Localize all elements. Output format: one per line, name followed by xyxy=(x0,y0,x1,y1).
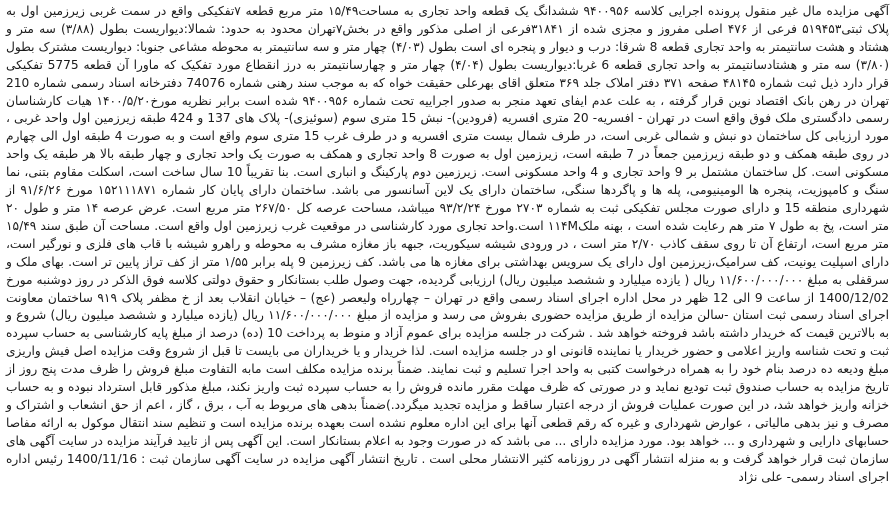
auction-notice-text: آگهی مزایده مال غیر منقول پرونده اجرایی کلاسه ۹۴۰۰۹۵۶ ششدانگ یک قطعه واحد تجاری به مساحت۱۵/۴۹ متر مربع قطعه ۷تفکیکی واقع در سمت غربی زیرزمین اول به پلاک ثبتی۵۱۹۴۵۳ فرعی از ۴۷۶ اصلی مفروز و مجزی شده از ۳۱۸۴۱فرعی از اصلی مذکور واقع در بخش۷تهران محدود به حدود: شمالا:دیواریست بطول (۳/۸۸) سه متر و هشتاد و هشت سانتیمتر به واحد تجاری قطعه 8 شرقا: درب و دیوار و پنجره ای است بطول (۴/۰۳) چهار متر و سه سانتیمتر به محوطه مشاعی جنوبا: دیواریست مشترک بطول (۳/۸۰) سه متر و هشتادسانتیمتر به واحد تجاری قطعه 6 غربا:دیواریست بطول (۴/۰۴) چهار متر و چهارسانتیمتر به درز انقطاع مورد تفکیک که ماورا آن قطعه 5775 تفکیکی قرار دارد ذیل ثبت شماره ۴۸۱۴۵ صفحه ۳۷۱ دفتر املاک جلد ۳۶۹ متعلق اقای بهرعلی حقیقت خواه که به موجب سند رهنی شماره 74076 دفترخانه اسناد رسمی شماره 210 تهران در رهن بانک اقتصاد نوین قرار گرفته ، به علت عدم ایفای تعهد منجر به صدور اجراییه تحت شماره ۹۴۰۰۹۵۶ شده است برابر نظریه مورخ۱۴۰۰/۵/۲۰ هیات کارشناسان رسمی دادگستری ملک فوق واقع است در تهران - افسریه- 20 متری افسریه (فرودین)- نبش 15 متری سوم (سوئیزی)- پلاک های 137 و 424 طبقه زیرزمین اول واحد غربی ، مورد ارزیابی کل ساختمان دو نبش و شمالی غربی است، در طرف شمال بیست متری افسریه و در طرف غرب 15 متری سوم واقع است و به صورت 4 طبقه اول الی چهارم در روی طبقه همکف و دو طبقه زیرزمین جمعاً در 7 طبقه است، زیرزمین اول به صورت 8 واحد تجاری و همکف به صورت یک واحد تجاری و چهار طبقه بالا هر طبقه یک واحد مسکونی است. کل ساختمان مشتمل بر 9 واحد تجاری و 4 واحد مسکونی است. زیرزمین دوم پارکینگ و انباری است. بنا تقریباً 10 سال ساخت است، اسکلت مقاوم بتنی، نما سنگ و کامپوزیت، پنجره ها الومینیومی، پله ها و پاگردها سنگی، ساختمان دارای یک لاین آسانسور می باشد. ساختمان دارای پایان کار شماره ۱۵۲۱۱۱۸۷۱ مورخ ۹۱/۶/۲۶ از شهرداری منطقه 15 و دارای صورت مجلس تفکیکی ثبت به شماره ۲۷۰۳ مورخ ۹۳/۲/۲۴ میباشد، مساحت عرصه کل ۲۶۷/۵۰ متر مربع است. عرض عرصه ۱۴ متر و طول ۲۰ متر است، پخ به طول ۷ متر هم رعایت شده است ، بهنه ملک۱۱۴M است.واحد تجاری مورد کارشناسی در موقعیت غرب زیرزمین اول واقع است. مساحت آن طبق سند ۱۵/۴۹ متر مربع است، ارتفاع آن تا روی سقف کاذب ۲/۷۰ متر است ، در ورودی شیشه سیکوریت، جبهه باز مغازه مشرف به محوطه و راهرو شیشه با قاب های فلزی و نورگیر است، دارای اسپلیت یونیت، کف سرامیک،زیرزمین اول دارای یک سرویس بهداشتی برای مغازه ها می باشد. کف زیرزمین 9 پله برابر ۱/۵۵ متر از کف تراز پایین تر است. بهای ملک و سرقفلی به مبلغ ۱۱/۶۰۰/۰۰۰/۰۰۰ ریال ( یازده میلیارد و ششصد میلیون ریال) ارزیابی گردیده، جهت وصول طلب بستانکار و حقوق دولتی کلاسه فوق الذکر در روز دوشنبه مورخ 1400/12/02 از ساعت 9 الی 12 ظهر در محل اداره اجرای اسناد رسمی واقع در تهران – چهارراه ولیعصر (عج) – خیابان انقلاب بعد از خ مظفر پلاک ۹۱۹ ساختمان معاونت اجرای اسناد رسمی ثبت استان -سالن مزایده از طریق مزایده حضوری بفروش می رسد و مزایده از مبلغ ۱۱/۶۰۰/۰۰۰/۰۰۰ ریال (یازده میلیارد و ششصد میلیون ریال) شروع و به بالاترین قیمت که خریدار داشته باشد فروخته خواهد شد . شرکت در جلسه مزایده برای عموم آزاد و منوط به پرداخت 10 (ده) درصد از مبلغ پایه کارشناسی به حساب سپرده ثبت و تحت شناسه واریز اعلامی و حضور خریدار یا نماینده قانونی او در جلسه مزایده است. لذا خریدار و یا خریداران می بایست تا قبل از شروع وقت مزایده اصل فیش واریزی مبلغ ودیعه ده درصد بنام خود را به همراه درخواست کتبی به واحد اجرا تسلیم و ثبت نمایند. ضمناً برنده مزایده مکلف است مابه التفاوت مبلغ فروش را ظرف مدت پنج روز از تاریخ مزایده به حساب صندوق ثبت تودیع نماید و در صورتی که ظرف مهلت مقرر مانده فروش را به حساب سپرده ثبت واریز نکند، مبلغ مذکور قابل استرداد نبوده و به حساب خزانه واریز خواهد شد، در این صورت عملیات فروش از درجه اعتبار ساقط و مزایده تجدید میگردد.)ضمناً بدهی های مربوط به آب ، برق ، گاز ، اعم از حق انشعاب و اشتراک و مصرف و نیز بدهی مالیاتی ، عوارض شهرداری و غیره که رقم قطعی آنها برای این اداره معلوم نشده است بعهده برنده مزایده است و تنظیم سند انتقال موکول به ارائه مفاصا حسابهای دارایی و شهرداری و ... خواهد بود. مورد مزایده دارای ... می باشد که در صورت وجود به اعلام بستانکار است. این آگهی پس از تایید فرآیند مزایده در سایت آگهی های سازمان ثبت قرار خواهد گرفت و به منزله انتشار آگهی در روزنامه کثیر الانتشار محلی است . تاریخ انتشار آگهی مزایده در سایت آگهی سازمان ثبت : 1400/11/16 رئیس اداره اجرای اسناد رسمی- علی نژاد xyxy=(6,4,890,484)
